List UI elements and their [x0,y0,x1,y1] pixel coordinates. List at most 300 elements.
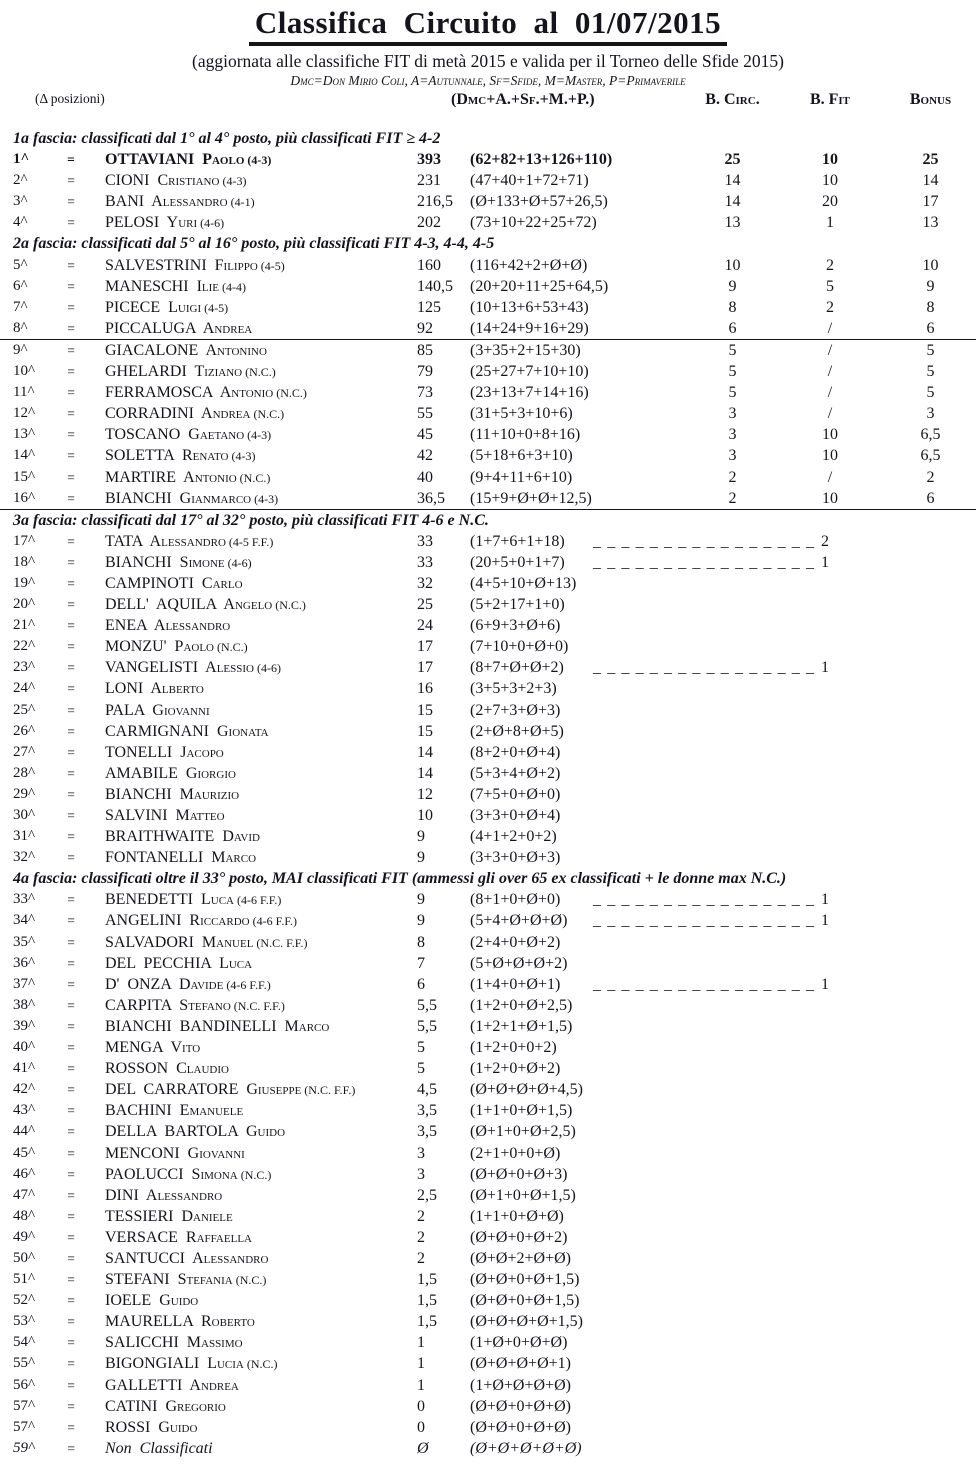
player-name: STEFANI Stefania [105,1271,233,1289]
column-bonus-label: Bonus [909,91,952,108]
ranking-row [0,445,976,466]
bonus-fit-cell [775,1269,885,1291]
breakdown-cell: (1+7+6+1+18) [470,532,565,550]
player-name: PAOLUCCI Simona [105,1165,238,1183]
player-name: SALVADORI Manuel [105,933,254,951]
delta-cell: = [67,765,75,781]
player-name: DELLA BARTOLA Guido [105,1123,286,1141]
bonus-fit-cell [775,1375,885,1397]
rank-cell: 16^ [13,489,36,506]
rank-cell: 7^ [13,298,28,315]
bonus-circuito-cell [690,826,775,848]
player-name: ROSSI Guido [105,1418,198,1436]
player-name: PALA Giovanni [105,701,210,719]
bonus-cell: 6 [926,319,935,337]
bonus-fit-cell: 10 [822,151,838,169]
rank-cell: 43^ [13,1102,36,1119]
player-name-cell [90,1100,405,1122]
breakdown-cell: (11+10+0+8+16) [470,426,581,444]
bonus-fit-cell: 10 [822,489,838,507]
player-name: SALVESTRINI Filippo [105,256,258,274]
delta-cell: = [67,469,75,485]
bonus-circuito-cell [690,1311,775,1333]
bonus-fit-cell: 5 [826,277,834,295]
player-name: CAMPINOTI Carlo [105,574,243,592]
points-cell: 17 [417,638,433,656]
points-cell: 85 [417,341,433,359]
fascia-section-header [0,868,976,889]
fit-category-suffix: (4-4) [222,279,246,294]
bonus-circuito-cell: 14 [724,172,741,190]
delta-cell: = [67,533,75,549]
dash-bonus-value: 2 [821,532,829,550]
fit-category-suffix: (4-5) [204,300,229,315]
delta-cell: = [67,597,75,613]
fascia-section-text: 4a fascia: classificati oltre il 33° posto, MAI classificati FIT (ammessi gli over 65 ex classificati + le donne max N.C.) [13,870,787,888]
bonus-circuito-cell: 5 [728,384,737,402]
player-name: CIONI Cristiano [105,172,220,190]
bonus-fit-cell: 20 [822,193,838,211]
fascia-section-text: 3a fascia: classificati dal 17° al 32° posto, più classificati FIT 4-6 e N.C. [13,511,489,529]
player-name: BIANCHI Simone [105,553,225,571]
ranking-row [0,1311,976,1332]
bonus-circuito-cell [690,636,775,658]
bonus-circuito-cell: 6 [728,319,737,337]
breakdown-cell: (8+2+0+Ø+4) [470,743,561,761]
player-name-cell [90,1248,405,1270]
bonus-fit-cell [775,1100,885,1122]
rank-cell: 35^ [13,933,36,950]
breakdown-cell: (5+4+Ø+Ø+Ø) [470,912,568,930]
bonus-circuito-cell [690,1438,775,1460]
player-name: GIACALONE Antonino [105,341,267,359]
delta-cell: = [67,194,75,210]
delta-cell: = [67,1124,75,1140]
points-cell: 79 [417,363,433,381]
ranking-row [0,1290,976,1311]
breakdown-cell: (Ø+Ø+0+Ø+Ø) [470,1418,571,1436]
breakdown-cell: (Ø+Ø+0+Ø+Ø) [470,1397,571,1415]
ranking-row [0,889,976,910]
bonus-circuito-cell [690,615,775,637]
rank-cell: 45^ [13,1144,36,1161]
bonus-circuito-cell [690,1227,775,1249]
breakdown-cell: (1+2+0+Ø+2,5) [470,996,573,1014]
bonus-fit-cell: 2 [826,298,834,316]
points-cell: 55 [417,405,433,423]
player-name: VANGELISTI Alessio [105,659,254,677]
bonus-cell [885,805,976,827]
points-cell: Ø [417,1439,429,1457]
player-name: TESSIERI Daniele [105,1207,233,1225]
points-cell: 7 [417,954,425,972]
bonus-fit-cell [775,1079,885,1101]
breakdown-cell: (Ø+1+0+Ø+1,5) [470,1186,576,1204]
rank-cell: 21^ [13,617,36,634]
delta-cell: = [67,744,75,760]
delta-cell: = [67,320,75,336]
player-name-cell [90,445,405,467]
bonus-fit-cell [775,1143,885,1165]
rank-cell: 27^ [13,743,36,760]
rank-cell: 4^ [13,214,28,231]
bonus-fit-cell [775,1185,885,1207]
ranking-row [0,742,976,763]
points-cell: 3 [417,1165,425,1183]
ranking-row [0,700,976,721]
ranking-row [0,1121,976,1142]
bonus-circuito-cell: 5 [728,363,737,381]
points-cell: 5 [417,1039,425,1057]
rank-cell: 28^ [13,764,36,781]
delta-cell: = [67,1272,75,1288]
player-name-cell [90,847,405,869]
rank-cell: 6^ [13,277,28,294]
player-name-cell [90,297,405,319]
points-cell: 15 [417,722,433,740]
player-name: BIANCHI Maurizio [105,785,240,803]
bonus-cell [885,1164,976,1186]
points-cell: 15 [417,701,433,719]
delta-cell: = [67,955,75,971]
breakdown-cell: (47+40+1+72+71) [470,172,589,190]
player-name-cell [90,594,405,616]
points-cell: 9 [417,912,425,930]
breakdown-cell: (8+1+0+Ø+0) [470,891,561,909]
bonus-cell [885,995,976,1017]
rank-cell: 13^ [13,426,36,443]
delta-cell: = [67,1040,75,1056]
bonus-fit-cell: 10 [822,447,838,465]
ranking-row [0,1037,976,1058]
points-cell: 3 [417,1144,425,1162]
bonus-cell [885,1248,976,1270]
player-name: PICECE Luigi [105,298,202,316]
player-name-cell [90,1438,405,1460]
fit-category-suffix: (4-6) [256,661,281,676]
rank-cell: 54^ [13,1334,36,1351]
points-cell: 40 [417,468,433,486]
bonus-circuito-cell [690,1185,775,1207]
bonus-circuito-cell [690,763,775,785]
bonus-fit-cell: / [827,341,833,359]
player-name: ROSSON Claudio [105,1060,229,1078]
bonus-circuito-cell [690,953,775,975]
points-cell: 33 [417,553,433,571]
bonus-cell [885,847,976,869]
player-name: CORRADINI Andrea [105,405,251,423]
points-cell: 25 [417,596,433,614]
points-cell: 0 [417,1418,425,1436]
delta-cell: = [67,1103,75,1119]
ranking-row [0,170,976,191]
breakdown-cell: (Ø+1+0+Ø+2,5) [470,1123,576,1141]
breakdown-cell: (2+Ø+8+Ø+5) [470,722,564,740]
bonus-fit-cell: / [827,384,833,402]
points-cell: 140,5 [417,277,453,295]
player-name-cell [90,191,405,213]
bonus-fit-cell [775,721,885,743]
bonus-fit-cell [775,1164,885,1186]
bonus-fit-cell [775,1058,885,1080]
bonus-circuito-cell: 2 [728,468,737,486]
rank-cell: 55^ [13,1355,36,1372]
player-name-cell [90,340,405,362]
delta-cell: = [67,1145,75,1161]
player-name: OTTAVIANI Paolo [105,151,245,169]
player-name: MANESCHI Ilie [105,277,219,295]
ranking-row [0,974,976,995]
player-name-cell [90,1058,405,1080]
breakdown-cell: (7+10+0+Ø+0) [470,638,569,656]
bonus-cell [885,615,976,637]
player-name-cell [90,889,405,911]
player-name-cell [90,1353,405,1375]
fascia-section-header [0,128,976,149]
delta-cell: = [67,364,75,380]
fit-category-suffix: (N.C.) [235,1273,267,1288]
breakdown-cell: (25+27+7+10+10) [470,363,589,381]
player-name-cell [90,149,405,171]
ranking-row [0,678,976,699]
player-name-cell [90,382,405,404]
bonus-cell [885,1417,976,1439]
fascia-section-text: 2a fascia: classificati dal 5° al 16° posto, più classificati FIT 4-3, 4-4, 4-5 [13,235,495,253]
bonus-cell [885,1016,976,1038]
breakdown-cell: (Ø+Ø+Ø+Ø+4,5) [470,1081,583,1099]
ranking-row [0,1248,976,1269]
bonus-circuito-cell [690,1206,775,1228]
ranking-row [0,552,976,573]
rank-cell: 17^ [13,532,36,549]
ranking-row [0,361,976,382]
bonus-fit-cell [775,1121,885,1143]
fit-category-suffix: (4-6) [227,555,252,570]
delta-cell: = [67,448,75,464]
breakdown-cell: (1+Ø+Ø+Ø+Ø) [470,1376,571,1394]
rank-cell: 37^ [13,975,36,992]
points-cell: 9 [417,849,425,867]
rank-cell: 24^ [13,680,36,697]
ranking-row [0,573,976,594]
bonus-cell [885,573,976,595]
fit-category-suffix: (N.C.) [275,598,306,613]
delta-cell: = [67,1419,75,1435]
player-name: BIANCHI Gianmarco [105,489,252,507]
player-name: MENGA Vito [105,1039,201,1057]
rank-cell: 9^ [13,341,28,358]
bonus-cell: 6,5 [920,426,941,444]
bonus-circuito-cell [690,784,775,806]
fit-category-suffix: (4-3) [231,449,256,464]
fit-category-suffix: (4-5) [260,258,285,273]
bonus-circuito-cell [690,1417,775,1439]
player-name: MONZU' Paolo [105,638,214,656]
fit-category-suffix: (4-1) [230,195,255,210]
bonus-circuito-cell [690,805,775,827]
ranking-row [0,1206,976,1227]
breakdown-cell: (1+4+0+Ø+1) [470,975,561,993]
player-name-cell [90,1121,405,1143]
bonus-fit-cell [775,953,885,975]
player-name-cell [90,1079,405,1101]
bonus-circuito-cell [690,1164,775,1186]
bonus-cell [885,1079,976,1101]
bonus-circuito-cell: 9 [728,277,737,295]
delta-cell: = [67,1229,75,1245]
bonus-fit-cell [775,1037,885,1059]
ranking-row [0,531,976,552]
delta-cell: = [67,406,75,422]
fit-category-suffix: (4-3) [247,428,272,443]
bonus-fit-cell [775,594,885,616]
rank-cell: 33^ [13,891,36,908]
delta-cell: = [67,342,75,358]
bonus-fit-cell [775,1438,885,1460]
delta-cell: = [67,1250,75,1266]
player-name-cell [90,255,405,277]
fit-category-suffix: (N.C.) [245,365,276,380]
fit-category-suffix: (N.C.) [239,470,271,485]
delta-cell: = [67,976,75,992]
bonus-cell [885,974,976,996]
player-name-cell [90,1164,405,1186]
ranking-row [0,1100,976,1121]
bonus-fit-cell [775,1396,885,1418]
player-name-cell [90,700,405,722]
delta-cell: = [67,215,75,231]
bonus-cell [885,1227,976,1249]
breakdown-cell: (2+1+0+0+Ø) [470,1144,561,1162]
bonus-fit-cell [775,995,885,1017]
player-name: GALLETTI Andrea [105,1376,239,1394]
bonus-cell [885,1311,976,1333]
player-name-cell [90,212,405,234]
bonus-circuito-cell [690,594,775,616]
player-name: BIGONGIALI Lucia [105,1355,244,1373]
points-cell: 202 [417,214,441,232]
bonus-fit-cell: / [827,405,833,423]
breakdown-cell: (23+13+7+14+16) [470,384,589,402]
points-cell: 1 [417,1334,425,1352]
player-name-cell [90,573,405,595]
bonus-cell: 14 [922,172,939,190]
delta-cell: = [67,385,75,401]
player-name: Non Classificati [105,1439,213,1457]
bonus-circuito-cell [690,1248,775,1270]
bonus-cell: 9 [926,277,935,295]
rank-cell: 49^ [13,1228,36,1245]
bonus-circuito-cell [690,1079,775,1101]
breakdown-cell: (Ø+Ø+0+Ø+2) [470,1228,568,1246]
delta-cell: = [67,1187,75,1203]
bonus-cell [885,594,976,616]
points-cell: 73 [417,384,433,402]
bonus-circuito-cell [690,573,775,595]
fit-category-suffix: (N.C. F.F.) [304,1083,356,1098]
delta-cell: = [67,1356,75,1372]
rank-cell: 34^ [13,912,36,929]
ranking-row [0,340,976,361]
rank-cell: 31^ [13,828,36,845]
ranking-row [0,488,976,510]
player-name-cell [90,1269,405,1291]
rank-cell: 15^ [13,468,36,485]
fit-category-suffix: (4-6 F.F.) [252,914,298,929]
points-cell: 9 [417,891,425,909]
ranking-row [0,149,976,170]
bonus-cell [885,910,976,932]
player-name: FONTANELLI Marco [105,849,257,867]
player-name-cell [90,531,405,553]
ranking-row [0,1438,976,1459]
player-name: MENCONI Giovanni [105,1144,245,1162]
bonus-circuito-cell [690,847,775,869]
breakdown-cell: (73+10+22+25+72) [470,214,597,232]
delta-cell: = [67,1293,75,1309]
dash-bonus-value: 1 [821,659,829,677]
breakdown-cell: (1+Ø+0+Ø+Ø) [470,1334,568,1352]
fit-category-suffix: (N.C.) [217,640,248,655]
rank-cell: 39^ [13,1017,36,1034]
points-cell: 393 [417,151,441,169]
bonus-cell [885,657,976,679]
player-name: LONI Alberto [105,680,204,698]
points-cell: 216,5 [417,193,453,211]
dash-bonus-value: 1 [821,891,829,909]
player-name-cell [90,1396,405,1418]
player-name: BIANCHI BANDINELLI Marco [105,1017,330,1035]
player-name: SOLETTA Renato [105,447,229,465]
delta-cell: = [67,850,75,866]
player-name-cell [90,488,405,510]
player-name-cell [90,318,405,340]
points-cell: 2 [417,1207,425,1225]
bonus-cell: 13 [922,214,939,232]
player-name-cell [90,910,405,932]
rank-cell: 11^ [13,384,35,401]
breakdown-cell: (1+2+0+Ø+2) [470,1060,561,1078]
rank-cell: 50^ [13,1249,36,1266]
bonus-circuito-cell: 3 [728,426,737,444]
bonus-fit-cell [775,1016,885,1038]
breakdown-cell: (9+4+11+6+10) [470,468,573,486]
fit-category-suffix: (N.C.) [276,386,307,401]
bonus-circuito-cell: 8 [728,298,737,316]
rank-cell: 22^ [13,638,36,655]
fit-category-suffix: (4-6 F.F.) [226,977,271,992]
bonus-fit-cell [775,1227,885,1249]
breakdown-cell: (Ø+Ø+0+Ø+3) [470,1165,568,1183]
abbreviation-legend: Dmc=Don Mirio Coli, A=Autunnale, Sf=Sfide, M=Master, P=Primaverile [290,73,686,88]
ranking-row [0,255,976,276]
bonus-fit-cell [775,615,885,637]
points-cell: 1,5 [417,1313,437,1331]
breakdown-cell: (6+9+3+Ø+6) [470,617,561,635]
breakdown-cell: (3+5+3+2+3) [470,680,557,698]
breakdown-cell: (Ø+Ø+Ø+Ø+1) [470,1355,571,1373]
rank-cell: 2^ [13,172,28,189]
breakdown-cell: (116+42+2+Ø+Ø) [470,256,588,274]
fit-category-suffix: (4-6) [200,216,225,231]
delta-cell: = [67,723,75,739]
page-title: Classifica Circuito al 01/07/2015 [249,5,727,46]
bonus-circuito-cell [690,932,775,954]
rank-cell: 12^ [13,405,36,422]
rank-cell: 46^ [13,1165,36,1182]
breakdown-cell: (Ø+Ø+0+Ø+1,5) [470,1292,580,1310]
ranking-row [0,995,976,1016]
